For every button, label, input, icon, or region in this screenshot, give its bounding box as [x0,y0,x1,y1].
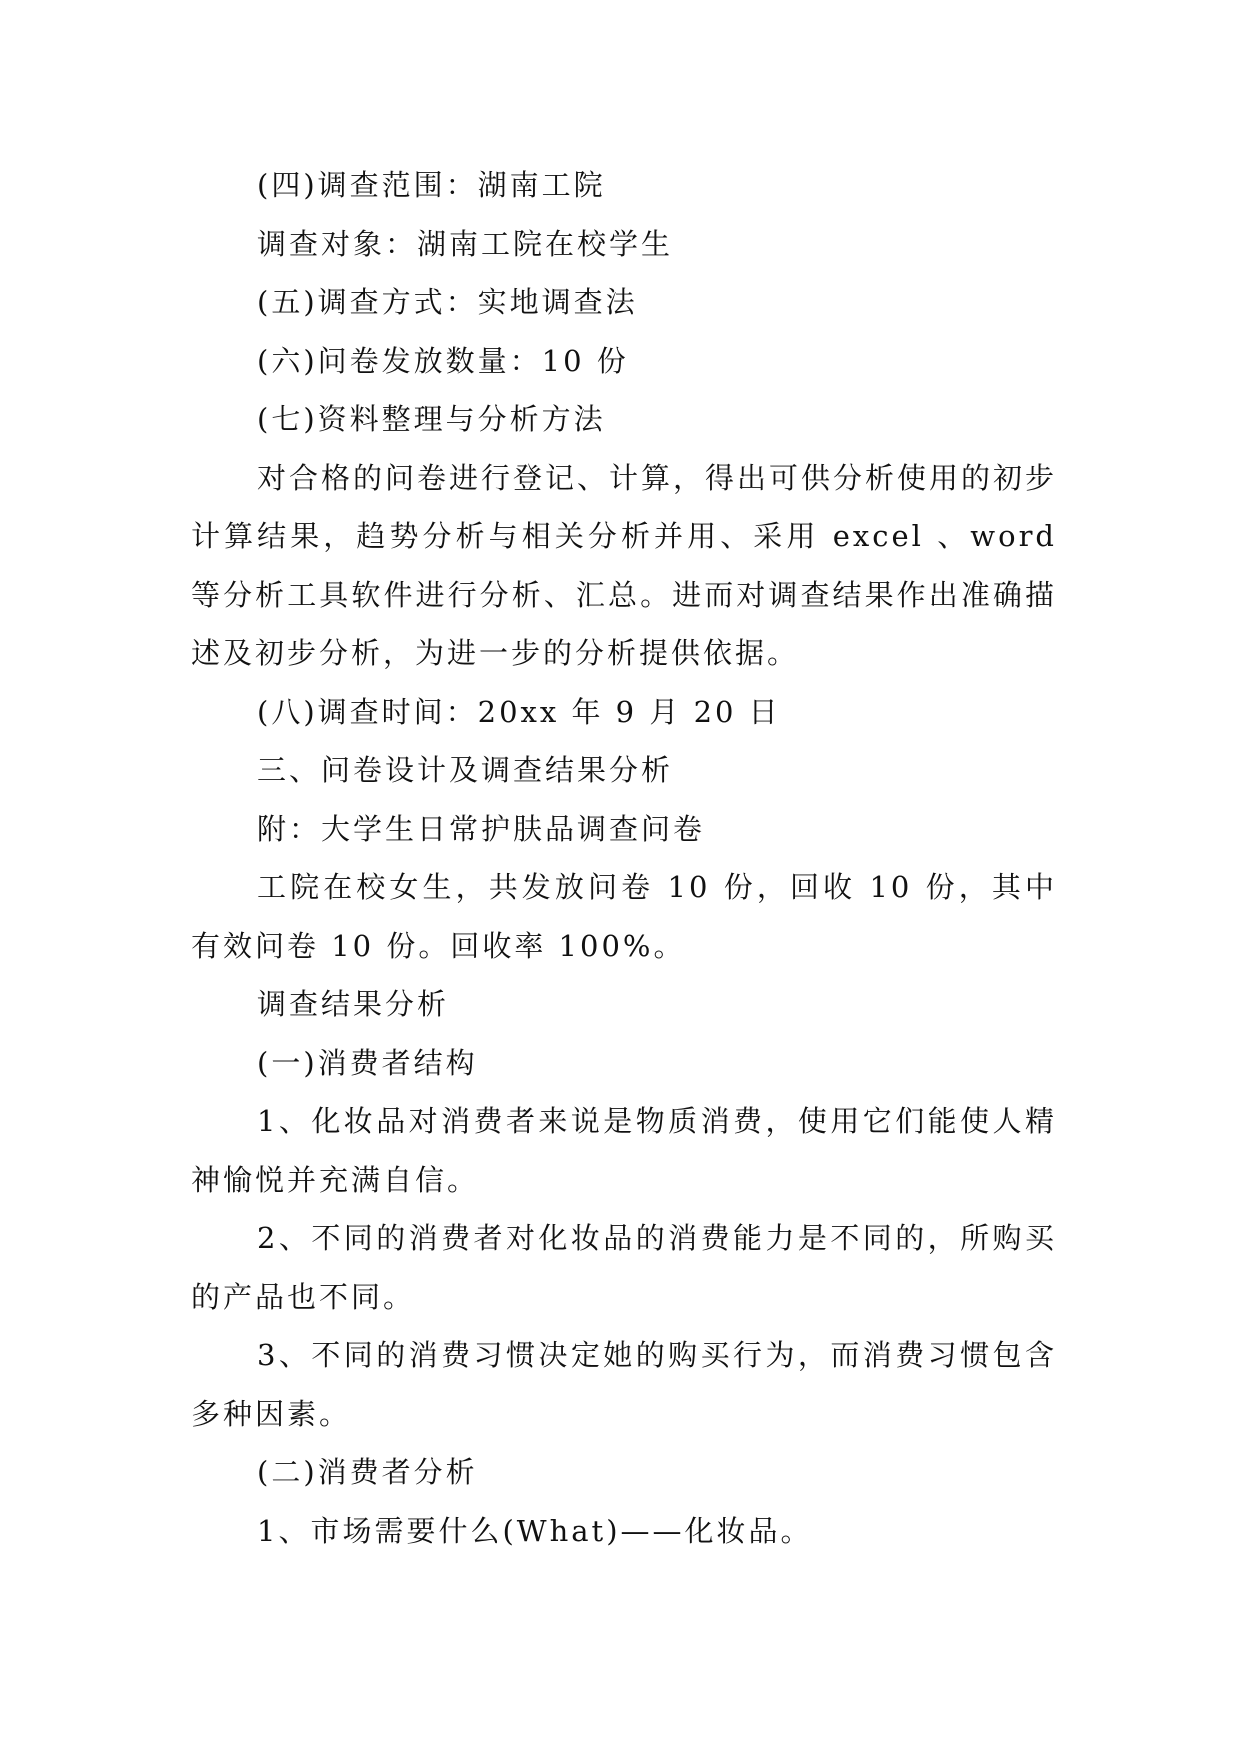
paragraph-survey-time: (八)调查时间：20xx 年 9 月 20 日 [257,694,781,729]
paragraph-data-analysis-heading: (七)资料整理与分析方法 [257,402,606,436]
paragraph-data-analysis-body: 对合格的问卷进行登记、计算，得出可供分析使用的初步计算结果，趋势分析与相关分析并用、采用 excel 、word 等分析工具软件进行分析、汇总。进而对调查结果作出准确描述及初步分析，为进一步的分析提供依据。 [191,460,1058,670]
paragraph-point-2: 2、不同的消费者对化妆品的消费能力是不同的，所购买的产品也不同。 [191,1221,1057,1314]
paragraph-point-1: 1、化妆品对消费者来说是物质消费，使用它们能使人精神愉悦并充满自信。 [191,1104,1057,1197]
paragraph-market-need: 1、市场需要什么(What)——化妆品。 [257,1513,813,1548]
paragraph-results-heading: 调查结果分析 [257,987,450,1021]
paragraph-questionnaire-count: (六)问卷发放数量：10 份 [257,343,629,378]
paragraph-survey-target: 调查对象：湖南工院在校学生 [257,226,674,261]
paragraph-scope: (四)调查范围：湖南工院 [257,168,606,202]
paragraph-survey-method: (五)调查方式：实地调查法 [257,285,638,319]
paragraph-section-three: 三、问卷设计及调查结果分析 [257,753,674,787]
paragraph-consumer-structure: (一)消费者结构 [257,1045,478,1080]
paragraph-response-rate: 工院在校女生，共发放问卷 10 份，回收 10 份，其中有效问卷 10 份。回收率 100%。 [191,870,1057,963]
paragraph-appendix: 附：大学生日常护肤品调查问卷 [257,811,706,846]
paragraph-point-3: 3、不同的消费习惯决定她的购买行为，而消费习惯包含多种因素。 [191,1338,1057,1431]
paragraph-consumer-analysis: (二)消费者分析 [257,1455,478,1489]
document-body [191,156,1057,1560]
